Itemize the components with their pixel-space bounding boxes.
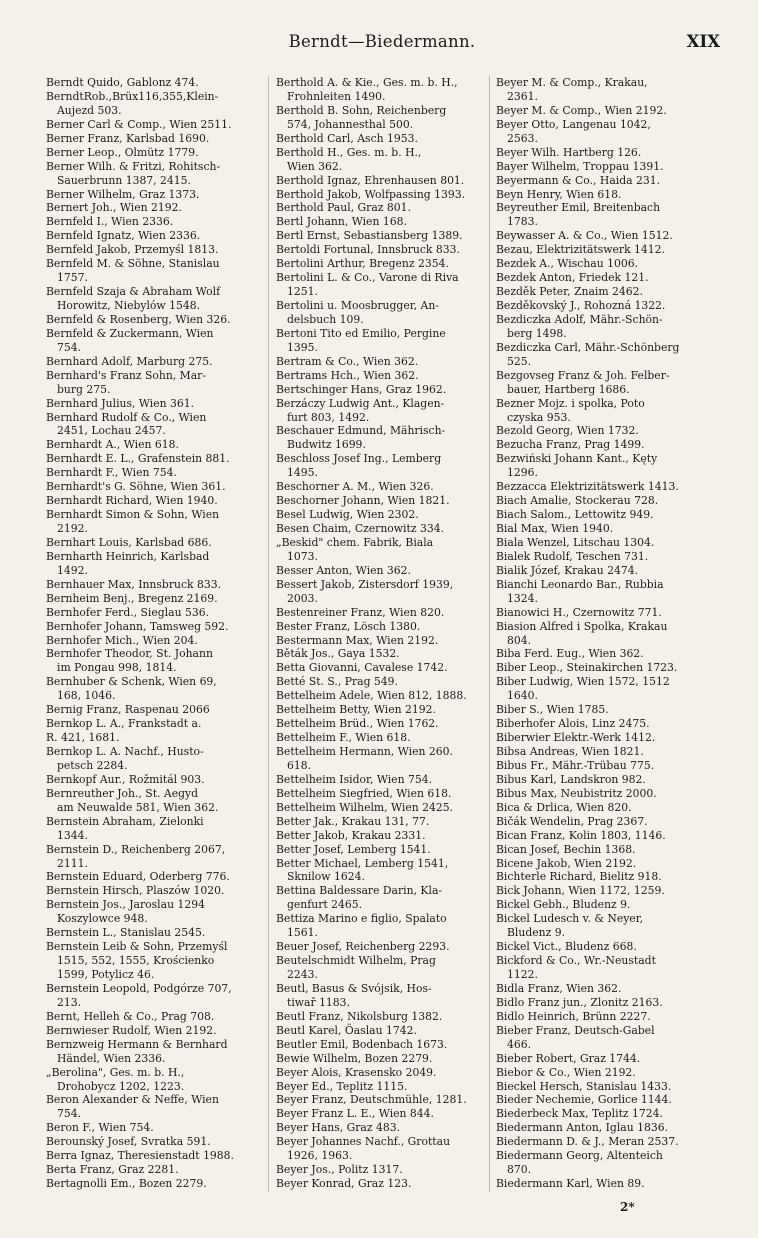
directory-line: Bernhardt's G. Söhne, Wien 361. xyxy=(46,480,226,494)
directory-line: Beschorner A. M., Wien 326. xyxy=(276,480,434,494)
directory-line: Bickel Ludesch v. & Neyer, xyxy=(496,912,644,926)
directory-line: Bernhauer Max, Innsbruck 833. xyxy=(46,577,222,591)
directory-line: Bernreuther Joh., St. Aegyd xyxy=(46,786,199,800)
directory-line: Bezdek A., Wischau 1006. xyxy=(496,257,639,271)
directory-line: Bidlo Heinrich, Brünn 2227. xyxy=(496,1009,651,1023)
directory-line: Bertolini Arthur, Bregenz 2354. xyxy=(276,257,449,271)
directory-line: Besser Anton, Wien 362. xyxy=(276,563,411,577)
directory-line: Bezdiczka Carl, Mähr.-Schönberg xyxy=(496,340,680,354)
directory-line: 2563. xyxy=(507,131,538,145)
column-middle xyxy=(276,76,484,1192)
directory-line: Beuer Josef, Reichenberg 2293. xyxy=(276,940,450,954)
directory-line: Bernkop L. A., Frankstadt a. xyxy=(46,717,202,731)
directory-line: Beschorner Johann, Wien 1821. xyxy=(276,494,450,508)
directory-line: Besel Ludwig, Wien 2302. xyxy=(276,508,419,522)
directory-line: am Neuwalde 581, Wien 362. xyxy=(57,800,219,814)
directory-line: Bertoni Tito ed Emilio, Pergine xyxy=(276,326,446,340)
directory-line: Bernstein D., Reichenberg 2067, xyxy=(46,842,226,856)
directory-line: Better Jakob, Krakau 2331. xyxy=(276,828,426,842)
directory-line: Bettiza Marino e figlio, Spalato xyxy=(276,912,447,926)
directory-line: Beyer Franz, Deutschmühle, 1281. xyxy=(276,1093,467,1107)
directory-line: Bezner Mojz. i spolka, Poto xyxy=(496,396,645,410)
directory-line: „Berolina", Ges. m. b. H., xyxy=(46,1065,185,1079)
directory-line: Bezzacca Elektrizitätswerk 1413. xyxy=(496,480,679,494)
directory-line: Bernstein Leopold, Podgórze 707, xyxy=(46,981,232,995)
column-right xyxy=(496,76,704,1192)
directory-line: tiwař 1183. xyxy=(287,995,350,1009)
directory-line: 525. xyxy=(507,354,532,368)
directory-line: Beywasser A. & Co., Wien 1512. xyxy=(496,229,673,243)
directory-line: Bettina Baldessare Darin, Kla- xyxy=(276,884,443,898)
directory-line: Bernhardt A., Wien 618. xyxy=(46,438,179,452)
directory-line: Berner Leop., Olmütz 1779. xyxy=(46,145,199,159)
directory-line: Bernfeld Szaja & Abraham Wolf xyxy=(46,285,221,299)
directory-line: 804. xyxy=(507,633,532,647)
directory-line: Bezděk Peter, Znaim 2462. xyxy=(496,285,643,299)
directory-line: 1495. xyxy=(287,466,318,480)
directory-line: Berthold Paul, Graz 801. xyxy=(276,201,411,215)
directory-line: 1515, 552, 1555, Krościenko xyxy=(57,954,215,968)
directory-line: Beyer Konrad, Graz 123. xyxy=(276,1177,412,1191)
directory-line: Biedermann Karl, Wien 89. xyxy=(496,1177,645,1191)
directory-line: Bernig Franz, Raspenau 2066 xyxy=(46,703,210,717)
directory-line: Bernfeld Jakob, Przemyśl 1813. xyxy=(46,243,219,257)
directory-line: Bettelheim Betty, Wien 2192. xyxy=(276,703,436,717)
directory-line: Bettelheim Wilhelm, Wien 2425. xyxy=(276,800,454,814)
directory-line: Beron F., Wien 754. xyxy=(46,1121,154,1135)
directory-line: Berzáczy Ludwig Ant., Klagen- xyxy=(276,396,445,410)
directory-line: 1296. xyxy=(507,466,538,480)
directory-line: Bernheim Benj., Bregenz 2169. xyxy=(46,591,218,605)
directory-line: Biedermann Georg, Altenteich xyxy=(496,1149,663,1163)
directory-line: Bernhard Adolf, Marburg 275. xyxy=(46,354,213,368)
directory-line: Biber Ludwig, Wien 1572, 1512 xyxy=(496,675,670,689)
directory-line: Bludenz 9. xyxy=(507,926,566,940)
directory-line: 466. xyxy=(507,1037,532,1051)
directory-line: 1561. xyxy=(287,926,318,940)
directory-line: Berthold Carl, Asch 1953. xyxy=(276,131,418,145)
directory-line: Bernhardt Simon & Sohn, Wien xyxy=(46,508,220,522)
directory-line: Bernfeld I., Wien 2336. xyxy=(46,215,174,229)
directory-line: Wien 362. xyxy=(287,159,343,173)
directory-line: Bickel Gebh., Bludenz 9. xyxy=(496,898,631,912)
directory-line: Bernstein Eduard, Oderberg 776. xyxy=(46,870,230,884)
directory-line: Bettelheim Isidor, Wien 754. xyxy=(276,772,432,786)
directory-line: Biba Ferd. Eug., Wien 362. xyxy=(496,647,644,661)
directory-line: Bial Max, Wien 1940. xyxy=(496,522,614,535)
directory-line: Berthold Ignaz, Ehrenhausen 801. xyxy=(276,173,465,187)
directory-line: Bicene Jakob, Wien 2192. xyxy=(496,856,637,870)
directory-line: 1073. xyxy=(287,549,318,563)
directory-line: Beyer M. & Comp., Wien 2192. xyxy=(496,103,667,117)
directory-line: Berthold H., Ges. m. b. H., xyxy=(276,145,422,159)
directory-line: 2111. xyxy=(57,856,88,870)
directory-line: czyska 953. xyxy=(507,410,571,424)
directory-line: Beyer Alois, Krasensko 2049. xyxy=(276,1065,437,1079)
directory-line: 2451, Lochau 2457. xyxy=(57,424,166,438)
column-divider xyxy=(268,76,269,1192)
directory-line: Bezau, Elektrizitätswerk 1412. xyxy=(496,243,665,257)
directory-line: 754. xyxy=(57,1107,82,1121)
directory-line: Drohobycz 1202, 1223. xyxy=(57,1079,185,1093)
directory-line: Bieber Robert, Graz 1744. xyxy=(496,1051,641,1065)
directory-line: Bertram & Co., Wien 362. xyxy=(276,354,419,368)
directory-line: Bessert Jakob, Zistersdorf 1939, xyxy=(276,577,454,591)
directory-line: 1783. xyxy=(507,215,538,229)
directory-line: 870. xyxy=(507,1163,532,1177)
directory-line: Horowitz, Niebylów 1548. xyxy=(57,299,201,312)
directory-line: Bezděkovský J., Rohozná 1322. xyxy=(496,299,666,312)
directory-line: Bidla Franz, Wien 362. xyxy=(496,981,622,995)
directory-line: im Pongau 998, 1814. xyxy=(57,661,177,675)
directory-line: R. 421, 1681. xyxy=(46,731,120,745)
directory-line: Frohnleiten 1490. xyxy=(287,89,386,103)
directory-line: Bieckel Hersch, Stanislau 1433. xyxy=(496,1079,672,1093)
directory-line: 1599, Potylicz 46. xyxy=(57,968,155,981)
directory-line: Bialik Józef, Krakau 2474. xyxy=(496,563,639,577)
directory-line: Bernfeld M. & Söhne, Stanislau xyxy=(46,257,220,271)
directory-line: Bieber Franz, Deutsch-Gabel xyxy=(496,1023,655,1037)
directory-line: Beyer Hans, Graz 483. xyxy=(276,1121,401,1135)
signature-mark: 2* xyxy=(620,1200,635,1214)
directory-line: Bernkop L. A. Nachf., Husto- xyxy=(46,745,204,758)
directory-line: Bernstein L., Stanislau 2545. xyxy=(46,926,206,940)
directory-line: petsch 2284. xyxy=(57,758,128,772)
directory-line: Bettelheim Hermann, Wien 260. xyxy=(276,745,453,758)
directory-line: Beschloss Josef Ing., Lemberg xyxy=(276,452,442,466)
directory-line: 2192. xyxy=(57,522,88,535)
directory-line: Bianchi Leonardo Bar., Rubbia xyxy=(496,577,664,591)
directory-line: Better Josef, Lemberg 1541. xyxy=(276,842,431,856)
directory-line: Bernstein Hirsch, Plaszów 1020. xyxy=(46,884,225,898)
directory-line: Budwitz 1699. xyxy=(287,438,366,452)
directory-line: Bezdiczka Adolf, Mähr.-Schön- xyxy=(496,312,663,326)
directory-line: „Beskid" chem. Fabrik, Biala xyxy=(276,535,434,549)
directory-line: Bertschinger Hans, Graz 1962. xyxy=(276,382,447,396)
directory-line: Better Michael, Lemberg 1541, xyxy=(276,856,449,870)
directory-line: 2243. xyxy=(287,968,318,981)
directory-line: 754. xyxy=(57,340,82,354)
directory-line: 168, 1046. xyxy=(57,689,116,703)
directory-line: burg 275. xyxy=(57,382,111,396)
directory-line: Beyermann & Co., Haida 231. xyxy=(496,173,661,187)
directory-line: Bernhardt F., Wien 754. xyxy=(46,466,177,480)
directory-line: Bewie Wilhelm, Bozen 2279. xyxy=(276,1051,433,1065)
directory-line: Beyer Wilh. Hartberg 126. xyxy=(496,145,642,159)
directory-line: Beutl Franz, Nikolsburg 1382. xyxy=(276,1009,443,1023)
directory-line: Bičák Wendelin, Prag 2367. xyxy=(496,814,648,828)
directory-line: Beyreuther Emil, Breitenbach xyxy=(496,201,661,215)
directory-line: Beron Alexander & Neffe, Wien xyxy=(46,1093,219,1107)
directory-line: Bernhofer Theodor, St. Johann xyxy=(46,647,213,661)
directory-line: Bican Josef, Bechin 1368. xyxy=(496,842,636,856)
directory-line: Biederbeck Max, Teplitz 1724. xyxy=(496,1107,663,1121)
directory-line: Bican Franz, Kolin 1803, 1146. xyxy=(496,828,666,842)
directory-line: Bichterle Richard, Bielitz 918. xyxy=(496,870,662,884)
directory-line: Beyer Franz L. E., Wien 844. xyxy=(276,1107,434,1121)
directory-line: Biberhofer Alois, Linz 2475. xyxy=(496,717,650,731)
directory-line: Bayer Wilhelm, Troppau 1391. xyxy=(496,159,664,173)
directory-line: Berthold B. Sohn, Reichenberg xyxy=(276,103,447,117)
directory-line: Aujezd 503. xyxy=(57,103,122,117)
directory-line: Bernhuber & Schenk, Wien 69, xyxy=(46,675,217,689)
directory-line: Bica & Drlica, Wien 820. xyxy=(496,800,632,814)
directory-line: Beutelschmidt Wilhelm, Prag xyxy=(276,954,436,968)
directory-line: Koszylowce 948. xyxy=(57,912,148,926)
directory-line: Bibus Fr., Mähr.-Trübau 775. xyxy=(496,758,655,772)
directory-line: Beutler Emil, Bodenbach 1673. xyxy=(276,1037,448,1051)
running-head: Berndt—Biedermann. xyxy=(288,32,476,51)
directory-line: Bertoldi Fortunal, Innsbruck 833. xyxy=(276,243,460,257)
directory-line: Bertl Ernst, Sebastiansberg 1389. xyxy=(276,229,463,243)
directory-line: Bernhardt Richard, Wien 1940. xyxy=(46,494,218,508)
directory-line: Händel, Wien 2336. xyxy=(57,1051,166,1065)
directory-line: 1344. xyxy=(57,828,88,842)
directory-line: Beutl, Basus & Svójsik, Hos- xyxy=(276,981,432,995)
directory-line: Bernkopf Aur., Rožmitál 903. xyxy=(46,772,205,786)
directory-line: Biedermann D. & J., Meran 2537. xyxy=(496,1135,679,1149)
directory-line: Bezold Georg, Wien 1732. xyxy=(496,424,639,438)
directory-line: Bickford & Co., Wr.-Neustadt xyxy=(496,954,656,968)
directory-line: 1395. xyxy=(287,340,318,354)
directory-line: Bernwieser Rudolf, Wien 2192. xyxy=(46,1023,217,1037)
directory-line: Bernharth Heinrich, Karlsbad xyxy=(46,549,210,563)
directory-line: Bernstein Jos., Jaroslau 1294 xyxy=(46,898,205,912)
directory-line: 1926, 1963. xyxy=(287,1149,353,1163)
directory-line: Biberwier Elektr.-Werk 1412. xyxy=(496,731,656,745)
directory-line: Bertolini u. Moosbrugger, An- xyxy=(276,299,439,312)
directory-line: Bernfeld & Rosenberg, Wien 326. xyxy=(46,312,231,326)
directory-line: Bettelheim F., Wien 618. xyxy=(276,731,411,745)
directory-line: furt 803, 1492. xyxy=(287,410,370,424)
directory-line: Beyer Jos., Politz 1317. xyxy=(276,1163,403,1177)
directory-line: Bibus Karl, Landskron 982. xyxy=(496,772,646,786)
directory-line: Bieder Nechemie, Gorlice 1144. xyxy=(496,1093,672,1107)
directory-line: Bernzweig Hermann & Bernhard xyxy=(46,1037,228,1051)
directory-line: Sauerbrunn 1387, 2415. xyxy=(57,173,191,187)
directory-line: Bernhardt E. L., Grafenstein 881. xyxy=(46,452,230,466)
directory-line: Bickel Vict., Bludenz 668. xyxy=(496,940,637,954)
directory-line: 2003. xyxy=(287,591,318,605)
directory-line: Bettelheim Siegfried, Wien 618. xyxy=(276,786,452,800)
directory-line: Beyer Ed., Teplitz 1115. xyxy=(276,1079,408,1093)
directory-line: Sknilow 1624. xyxy=(287,870,365,884)
entry-columns xyxy=(46,76,706,1192)
directory-line: berg 1498. xyxy=(507,326,567,340)
directory-line: Bezwiński Johann Kant., Kęty xyxy=(496,452,658,466)
directory-line: Betté St. S., Prag 549. xyxy=(276,675,398,689)
directory-line: Berner Carl & Comp., Wien 2511. xyxy=(46,117,232,131)
directory-line: bauer, Hartberg 1686. xyxy=(507,382,630,396)
directory-line: Beyer M. & Comp., Krakau, xyxy=(496,76,648,89)
directory-line: Beyn Henry, Wien 618. xyxy=(496,187,622,201)
directory-line: Biedermann Anton, Iglau 1836. xyxy=(496,1121,669,1135)
directory-line: Berounský Josef, Svratka 591. xyxy=(46,1135,211,1149)
directory-line: Bezgovseg Franz & Joh. Felber- xyxy=(496,368,670,382)
directory-line: Biebor & Co., Wien 2192. xyxy=(496,1065,636,1079)
directory-line: Běták Jos., Gaya 1532. xyxy=(276,647,400,661)
directory-line: Berta Franz, Graz 2281. xyxy=(46,1163,179,1177)
directory-line: Bernfeld & Zuckermann, Wien xyxy=(46,326,214,340)
directory-line: 1122. xyxy=(507,968,538,981)
directory-line: Bernhard Julius, Wien 361. xyxy=(46,396,195,410)
directory-line: genfurt 2465. xyxy=(287,898,363,912)
directory-line: Bibsa Andreas, Wien 1821. xyxy=(496,745,644,758)
directory-line: Beschauer Edmund, Mährisch- xyxy=(276,424,446,438)
directory-line: 1640. xyxy=(507,689,538,703)
directory-line: Bernstein Abraham, Zielonki xyxy=(46,814,204,828)
directory-line: Bernhard's Franz Sohn, Mar- xyxy=(46,368,206,382)
directory-line: Bianowici H., Czernowitz 771. xyxy=(496,605,662,619)
directory-line: Bibus Max, Neubistritz 2000. xyxy=(496,786,657,800)
directory-line: delsbuch 109. xyxy=(287,312,364,326)
directory-line: Bernhofer Johann, Tamsweg 592. xyxy=(46,619,229,633)
directory-line: Besen Chaim, Czernowitz 334. xyxy=(276,522,444,535)
directory-line: Bertrams Hch., Wien 362. xyxy=(276,368,419,382)
directory-line: Bidlo Franz jun., Zlonitz 2163. xyxy=(496,995,663,1009)
directory-line: 213. xyxy=(57,995,82,1009)
directory-line: 1757. xyxy=(57,271,88,285)
directory-line: Berra Ignaz, Theresienstadt 1988. xyxy=(46,1149,234,1163)
directory-line: Bezucha Franz, Prag 1499. xyxy=(496,438,645,452)
directory-line: Berner Franz, Karlsbad 1690. xyxy=(46,131,210,145)
directory-line: Bernhofer Mich., Wien 204. xyxy=(46,633,198,647)
directory-line: Bester Franz, Lösch 1380. xyxy=(276,619,421,633)
directory-line: Beyer Johannes Nachf., Grottau xyxy=(276,1135,451,1149)
directory-line: BerndtRob.,Brüx116,355,Klein- xyxy=(46,89,219,103)
directory-line: Bernt, Helleh & Co., Prag 708. xyxy=(46,1009,215,1023)
page-number: XIX xyxy=(686,32,720,51)
directory-line: Berner Wilh. & Fritzi, Rohitsch- xyxy=(46,159,221,173)
directory-line: 1492. xyxy=(57,563,88,577)
directory-line: Bernhofer Ferd., Sieglau 536. xyxy=(46,605,209,619)
directory-line: Bertl Johann, Wien 168. xyxy=(276,215,407,229)
directory-line: Bertagnolli Em., Bozen 2279. xyxy=(46,1177,207,1191)
directory-line: Bestermann Max, Wien 2192. xyxy=(276,633,439,647)
directory-line: Berndt Quido, Gablonz 474. xyxy=(46,76,199,89)
directory-line: Bernstein Leib & Sohn, Przemyśl xyxy=(46,940,228,954)
directory-line: Bettelheim Brüd., Wien 1762. xyxy=(276,717,439,731)
directory-line: 1324. xyxy=(507,591,538,605)
directory-line: Biber Leop., Steinakirchen 1723. xyxy=(496,661,678,675)
directory-line: Betta Giovanni, Cavalese 1742. xyxy=(276,661,448,675)
directory-line: Bertolini L. & Co., Varone di Riva xyxy=(276,271,459,285)
directory-line: 1251. xyxy=(287,285,318,299)
directory-line: Bernfeld Ignatz, Wien 2336. xyxy=(46,229,201,243)
page-header xyxy=(40,30,724,56)
directory-line: Bezdek Anton, Friedek 121. xyxy=(496,271,649,285)
directory-line: Berner Wilhelm, Graz 1373. xyxy=(46,187,200,201)
directory-line: 574, Johannesthal 500. xyxy=(287,117,414,131)
directory-line: 2361. xyxy=(507,89,538,103)
directory-line: Bernert Joh., Wien 2192. xyxy=(46,201,182,215)
directory-line: Biasion Alfred i Spolka, Krakau xyxy=(496,619,668,633)
directory-line: Biach Amalie, Stockerau 728. xyxy=(496,494,659,508)
directory-line: Biber S., Wien 1785. xyxy=(496,703,609,717)
directory-line: Bernhart Louis, Karlsbad 686. xyxy=(46,535,212,549)
directory-line: Beyer Otto, Langenau 1042, xyxy=(496,117,651,131)
directory-line: 618. xyxy=(287,758,312,772)
column-left xyxy=(46,76,254,1192)
directory-line: Bernhard Rudolf & Co., Wien xyxy=(46,410,207,424)
directory-line: Better Jak., Krakau 131, 77. xyxy=(276,814,430,828)
directory-line: Berthold Jakob, Wolfpassing 1393. xyxy=(276,187,466,201)
directory-line: Bick Johann, Wien 1172, 1259. xyxy=(496,884,665,898)
directory-line: Bialek Rudolf, Teschen 731. xyxy=(496,549,649,563)
directory-line: Biach Salom., Lettowitz 949. xyxy=(496,508,654,522)
directory-line: Bettelheim Adele, Wien 812, 1888. xyxy=(276,689,467,703)
directory-line: Beutl Karel, Öaslau 1742. xyxy=(276,1023,417,1037)
directory-line: Bestenreiner Franz, Wien 820. xyxy=(276,605,445,619)
column-divider xyxy=(489,76,490,1192)
directory-line: Berthold A. & Kie., Ges. m. b. H., xyxy=(276,76,458,89)
directory-line: Biala Wenzel, Litschau 1304. xyxy=(496,535,655,549)
